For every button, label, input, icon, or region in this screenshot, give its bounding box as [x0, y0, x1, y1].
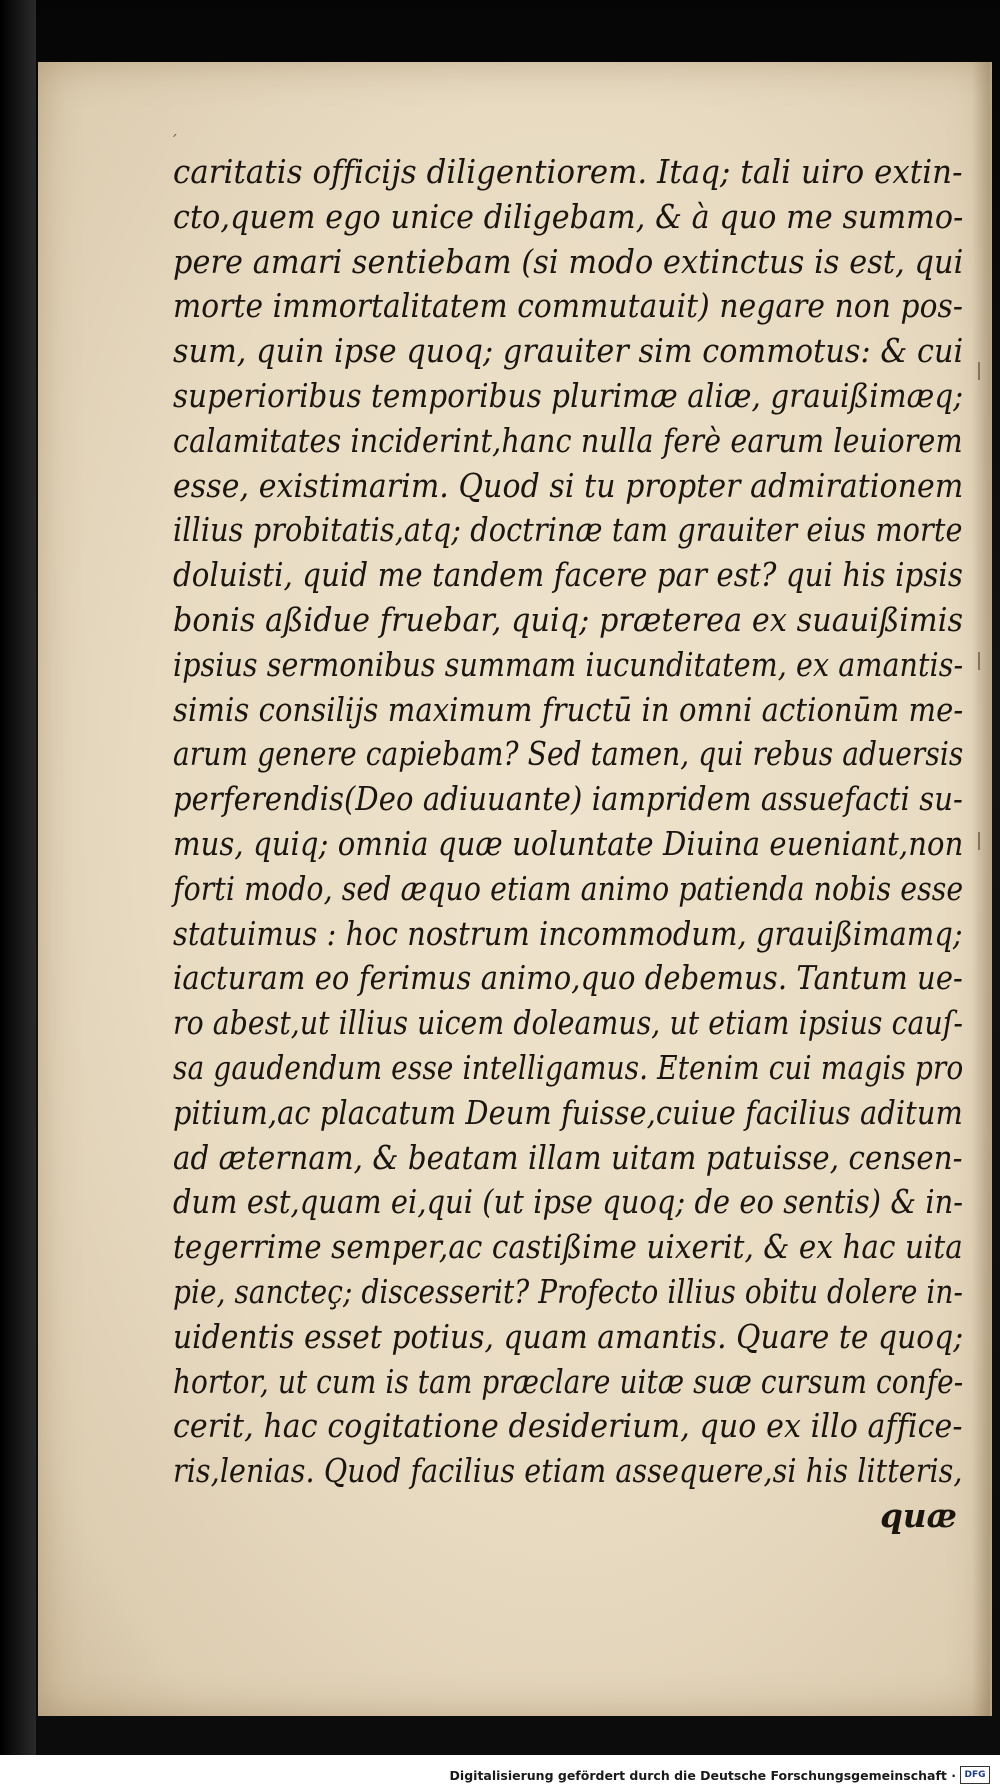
text-line: iacturam eo ferimus animo,quo debemus. Tantum ue‑ [173, 959, 963, 998]
text-line: esse, existimarim. Quod si tu propter admirationem [173, 466, 964, 505]
text-line: sum, quin ipse quoq; grauiter sim commotus: & cui [173, 332, 964, 371]
text-line: morte immortalitatem commutauit) negare non pos‑ [173, 287, 964, 326]
text-line: cto,quem ego unice diligebam, & à quo me summo‑ [173, 197, 964, 236]
text-line: illius probitatis,atq; doctrinæ tam grauiter eius morte [173, 511, 963, 550]
text-line: mus, quiq; omnia quæ uoluntate Diuina eueniant,non [173, 824, 964, 863]
text-line: superioribus temporibus plurimæ aliæ, grauißimæq; [173, 376, 964, 415]
text-line: ris,lenias. Quod facilius etiam assequere,si his litteris, [173, 1452, 963, 1491]
text-line: ipsius sermonibus summam iucunditatem, ex amantis‑ [173, 645, 964, 684]
text-line: sa gaudendum esse intelligamus. Etenim cui magis pro [173, 1048, 964, 1087]
text-line: ad æternam, & beatam illam uitam patuisse, censen‑ [173, 1138, 963, 1177]
catchword: quæ [880, 1495, 957, 1535]
text-line: tegerrime semper,ac castißime uixerit, & ex hac uita [173, 1228, 963, 1267]
text-line: forti modo, sed æquo etiam animo patienda nobis esse [173, 869, 964, 908]
text-line: bonis aßidue fruebar, quiq; præterea ex suauißimis [173, 600, 964, 639]
margin-mark [978, 832, 980, 850]
text-line: dum est,quam ei,qui (ut ipse quoq; de eo sentis) & in‑ [173, 1183, 964, 1222]
book-page [38, 62, 990, 1716]
text-line: pere amari sentiebam (si modo extinctus is est, qui [173, 242, 964, 281]
text-line: calamitates inciderint,hanc nulla ferè earum leuiorem [173, 421, 963, 460]
text-line: caritatis officijs diligentiorem. Itaq; tali uiro extin‑ [173, 153, 963, 191]
margin-mark [978, 362, 980, 380]
credit-bar [0, 1755, 1000, 1791]
dfg-logo: DFG [960, 1766, 990, 1784]
margin-mark [978, 652, 980, 670]
digitization-credit: Digitalisierung gefördert durch die Deutsche Forschungsgemeinschaft · [449, 1768, 956, 1783]
text-line: pie, sancteç; discesserit? Profecto illius obitu dolere in‑ [173, 1272, 964, 1311]
text-line: pitium,ac placatum Deum fuisse,cuiue facilius aditum [173, 1093, 963, 1132]
page-text [173, 150, 963, 1539]
page-mark: ˊ [170, 132, 178, 151]
text-line: doluisti, quid me tandem facere par est? qui his ipsis [173, 556, 963, 595]
text-line: cerit, hac cogitatione desiderium, quo ex illo affice‑ [173, 1407, 963, 1446]
text-line: ro abest,ut illius uicem doleamus, ut etiam ipsius cauſ‑ [173, 1004, 963, 1043]
text-line: perferendis(Deo adiuuante) iampridem assuefacti su‑ [173, 780, 963, 819]
text-line: hortor, ut cum is tam præclare uitæ suæ cursum confe‑ [173, 1362, 964, 1401]
book-spine-edge [0, 0, 36, 1755]
text-line: simis consilijs maximum fructū in omni actionūm me‑ [173, 690, 964, 729]
text-line: arum genere capiebam? Sed tamen, qui rebus aduersis [173, 735, 964, 774]
text-line: statuimus : hoc nostrum incommodum, grauißimamq; [173, 914, 963, 953]
text-line: uidentis esset potius, quam amantis. Quare te quoq; [173, 1317, 964, 1356]
